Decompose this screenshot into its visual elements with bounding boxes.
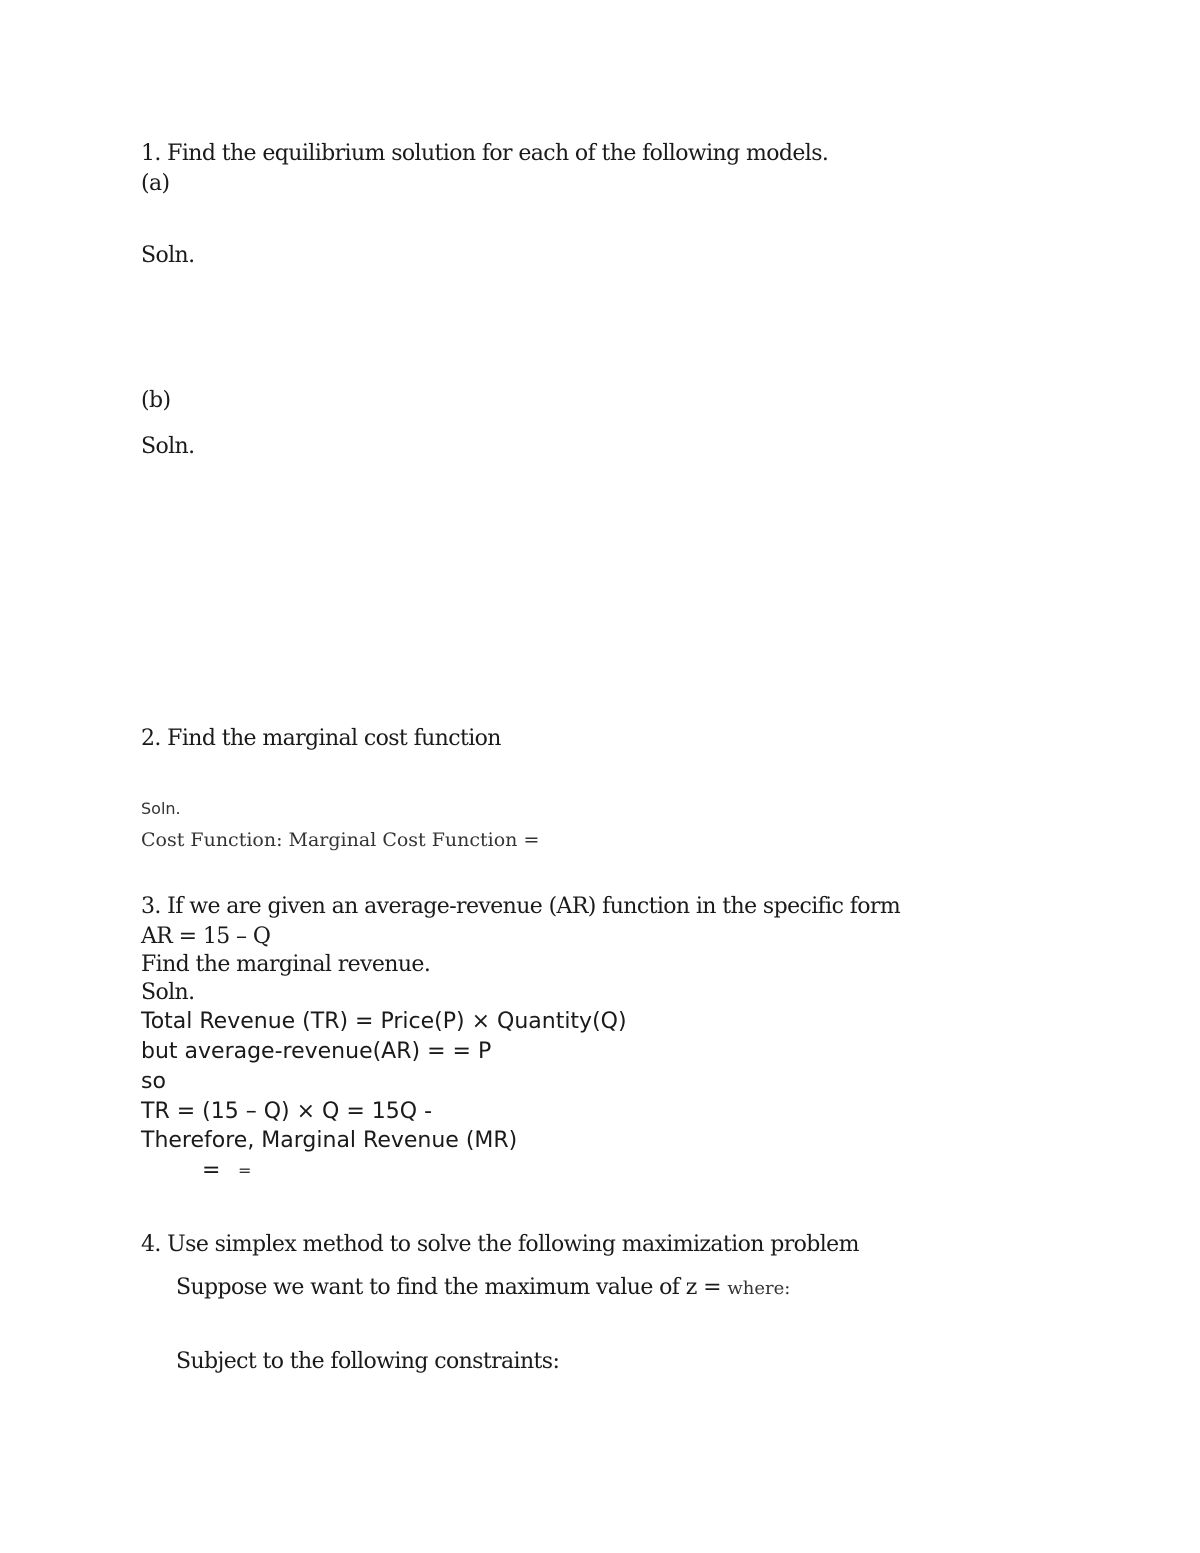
question-3-tr-expansion: TR = (15 – Q) × Q = 15Q - xyxy=(141,1099,433,1124)
question-1-title: 1. Find the equilibrium solution for each of the following models. xyxy=(141,141,829,166)
question-3-title: 3. If we are given an average-revenue (AR) function in the specific form xyxy=(141,894,901,919)
question-3-tr-definition: Total Revenue (TR) = Price(P) × Quantity(Q) xyxy=(141,1009,627,1034)
question-4-subject: Subject to the following constraints: xyxy=(176,1349,560,1374)
question-4-where: where: xyxy=(727,1278,791,1299)
question-1-part-b: (b) xyxy=(141,388,171,413)
question-2-title: 2. Find the marginal cost function xyxy=(141,726,501,751)
question-3-find: Find the marginal revenue. xyxy=(141,952,431,977)
question-2-cost-line: Cost Function: Marginal Cost Function = xyxy=(141,829,540,851)
question-1-soln-b: Soln. xyxy=(141,434,195,459)
question-3-ar-equation: AR = 15 – Q xyxy=(141,924,271,949)
question-3-soln: Soln. xyxy=(141,980,195,1005)
question-3-mr-equals-2: = xyxy=(238,1161,252,1180)
question-1-soln-a: Soln. xyxy=(141,243,195,268)
question-4-suppose-text: Suppose we want to find the maximum value of z = xyxy=(176,1275,721,1300)
question-1-part-a: (a) xyxy=(141,171,170,196)
question-4-title: 4. Use simplex method to solve the following maximization problem xyxy=(141,1232,859,1257)
question-3-so: so xyxy=(141,1069,166,1094)
question-3-therefore: Therefore, Marginal Revenue (MR) xyxy=(141,1128,518,1153)
question-2-soln: Soln. xyxy=(141,799,181,818)
question-3-mr-equals-1: = xyxy=(202,1158,221,1183)
question-4-suppose xyxy=(176,1277,790,1299)
question-3-ar-definition: but average-revenue(AR) = = P xyxy=(141,1039,492,1064)
